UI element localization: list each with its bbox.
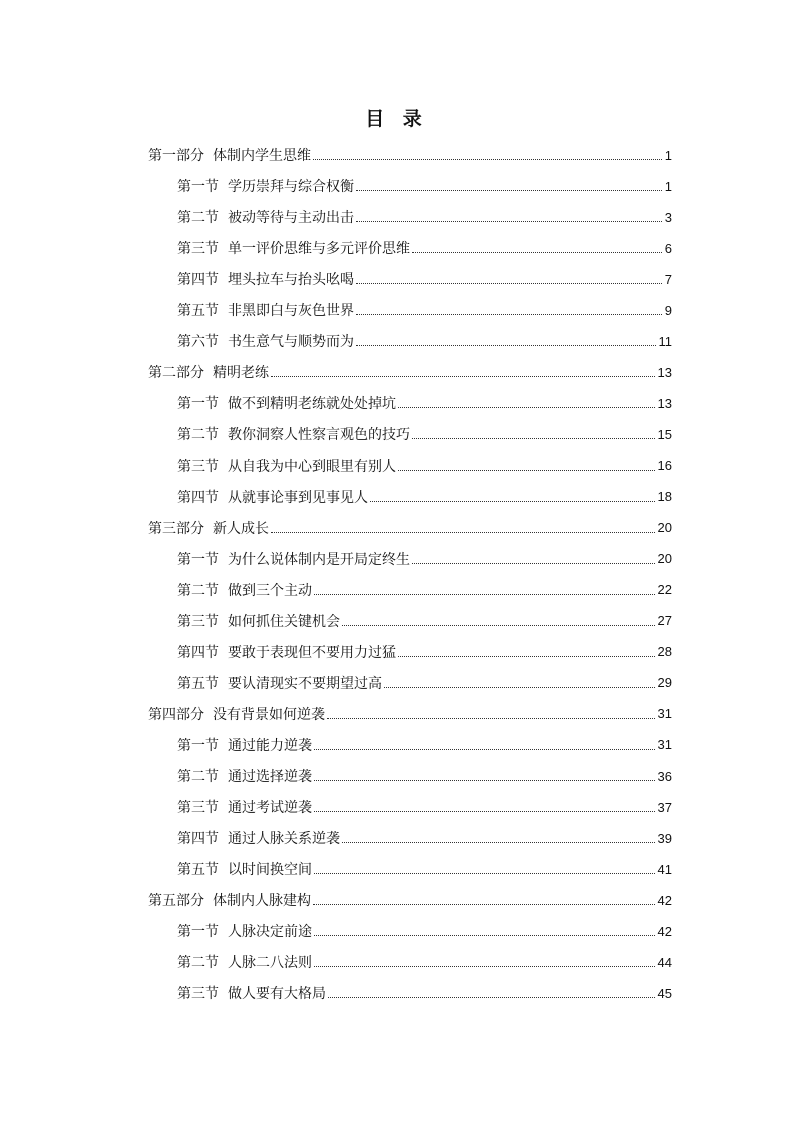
entry-title: 通过考试逆袭: [228, 800, 312, 817]
entry-title: 教你洞察人性察言观色的技巧: [228, 427, 410, 444]
entry-page-number: 11: [658, 333, 672, 349]
dot-leader: [314, 965, 655, 967]
entry-page-number: 28: [657, 644, 672, 660]
entry-page-number: 3: [664, 209, 672, 225]
dot-leader: [356, 344, 656, 346]
toc-section-entry[interactable]: [177, 916, 672, 946]
dot-leader: [314, 934, 655, 936]
dot-leader: [384, 686, 655, 688]
dot-leader: [356, 313, 662, 315]
entry-title: 做到三个主动: [228, 582, 312, 599]
dot-leader: [412, 437, 655, 439]
entry-number: 第五部分: [148, 893, 204, 910]
toc-section-entry[interactable]: [177, 233, 672, 263]
entry-number: 第三节: [177, 986, 219, 1003]
toc-part-entry[interactable]: [148, 357, 672, 387]
entry-number: 第五节: [177, 862, 219, 879]
entry-title: 如何抓住关键机会: [228, 613, 340, 630]
entry-number: 第五节: [177, 675, 219, 692]
entry-number: 第三节: [177, 458, 219, 475]
entry-page-number: 20: [657, 520, 672, 536]
entry-page-number: 13: [657, 364, 672, 380]
toc-section-entry[interactable]: [177, 544, 672, 574]
toc-part-entry[interactable]: [148, 140, 672, 170]
entry-page-number: 22: [657, 582, 672, 598]
entry-title: 单一评价思维与多元评价思维: [228, 241, 410, 258]
entry-page-number: 31: [657, 706, 672, 722]
entry-title: 通过选择逆袭: [228, 769, 312, 785]
dot-leader: [314, 593, 655, 595]
toc-section-entry[interactable]: [177, 854, 672, 884]
entry-number: 第四节: [177, 831, 219, 848]
dot-leader: [313, 903, 655, 905]
toc-section-entry[interactable]: [177, 823, 672, 853]
entry-page-number: 1: [664, 178, 672, 194]
entry-page-number: 9: [664, 302, 672, 318]
toc-section-entry[interactable]: [177, 326, 672, 356]
dot-leader: [398, 469, 655, 471]
entry-number: 第六节: [177, 334, 219, 351]
entry-title: 要敢于表现但不要用力过猛: [228, 644, 396, 661]
entry-title: 学历崇拜与综合权衡: [228, 179, 354, 196]
entry-number: 第三节: [177, 613, 219, 630]
entry-number: 第二节: [177, 769, 219, 785]
dot-leader: [356, 220, 662, 222]
entry-page-number: 18: [657, 489, 672, 505]
entry-page-number: 41: [657, 861, 672, 877]
entry-number: 第一节: [177, 551, 219, 568]
entry-page-number: 20: [657, 551, 672, 567]
entry-page-number: 1: [664, 147, 672, 163]
dot-leader: [398, 406, 655, 408]
toc-section-entry[interactable]: [177, 978, 672, 1008]
entry-number: 第一节: [177, 179, 219, 196]
entry-page-number: 42: [657, 923, 672, 939]
entry-title: 人脉二八法则: [228, 955, 312, 972]
toc-section-entry[interactable]: [177, 606, 672, 636]
dot-leader: [314, 872, 655, 874]
dot-leader: [327, 717, 655, 719]
entry-page-number: 44: [657, 954, 672, 970]
entry-page-number: 36: [657, 768, 672, 784]
toc-part-entry[interactable]: [148, 513, 672, 543]
dot-leader: [412, 562, 655, 564]
entry-number: 第三节: [177, 800, 219, 817]
dot-leader: [356, 282, 662, 284]
toc-section-entry[interactable]: [177, 668, 672, 698]
entry-number: 第二部分: [148, 365, 204, 382]
entry-page-number: 39: [657, 830, 672, 846]
toc-section-entry[interactable]: [177, 730, 672, 760]
entry-title: 从就事论事到见事见人: [228, 489, 368, 506]
entry-title: 体制内人脉建构: [213, 893, 311, 910]
entry-title: 为什么说体制内是开局定终生: [228, 551, 410, 568]
dot-leader: [412, 251, 662, 253]
entry-title: 做不到精明老练就处处掉坑: [228, 396, 396, 413]
toc-section-entry[interactable]: [177, 637, 672, 667]
dot-leader: [314, 810, 655, 812]
toc-section-entry[interactable]: [177, 482, 672, 512]
entry-number: 第四节: [177, 272, 219, 289]
entry-number: 第一部分: [148, 148, 204, 164]
entry-page-number: 27: [657, 613, 672, 629]
dot-leader: [370, 500, 655, 502]
toc-part-entry[interactable]: [148, 885, 672, 915]
entry-page-number: 7: [664, 271, 672, 287]
entry-number: 第二节: [177, 955, 219, 972]
entry-number: 第二节: [177, 427, 219, 444]
dot-leader: [356, 189, 662, 191]
entry-title: 没有背景如何逆袭: [213, 706, 325, 723]
entry-page-number: 42: [657, 892, 672, 908]
entry-number: 第二节: [177, 582, 219, 599]
entry-number: 第三部分: [148, 520, 204, 537]
toc-section-entry[interactable]: [177, 575, 672, 605]
toc-section-entry[interactable]: [177, 295, 672, 325]
entry-number: 第五节: [177, 303, 219, 320]
entry-page-number: 16: [657, 458, 672, 473]
entry-number: 第三节: [177, 241, 219, 258]
toc-section-entry[interactable]: [177, 171, 672, 201]
toc-part-entry[interactable]: [148, 699, 672, 729]
dot-leader: [314, 779, 655, 781]
dot-leader: [313, 158, 662, 160]
entry-number: 第四节: [177, 489, 219, 506]
page-title: 目 录: [365, 108, 428, 130]
dot-leader: [342, 624, 655, 626]
entry-title: 埋头拉车与抬头吆喝: [228, 272, 354, 289]
entry-title: 精明老练: [213, 365, 269, 382]
entry-title: 人脉决定前途: [228, 924, 312, 941]
entry-title: 书生意气与顺势而为: [228, 334, 354, 351]
dot-leader: [342, 841, 655, 843]
entry-page-number: 45: [657, 985, 672, 1001]
toc-section-entry[interactable]: [177, 451, 672, 481]
entry-number: 第四部分: [148, 706, 204, 723]
entry-title: 被动等待与主动出击: [228, 210, 354, 227]
dot-leader: [314, 748, 655, 750]
toc-section-entry[interactable]: [177, 419, 672, 449]
dot-leader: [271, 375, 655, 377]
entry-page-number: 37: [657, 799, 672, 815]
toc-section-entry[interactable]: [177, 202, 672, 232]
entry-number: 第一节: [177, 396, 219, 413]
entry-title: 要认清现实不要期望过高: [228, 675, 382, 692]
toc-section-entry[interactable]: [177, 761, 672, 791]
entry-title: 做人要有大格局: [228, 986, 326, 1003]
dot-leader: [328, 996, 655, 998]
entry-number: 第四节: [177, 644, 219, 661]
toc-section-entry[interactable]: [177, 388, 672, 418]
entry-title: 从自我为中心到眼里有别人: [228, 458, 396, 475]
entry-page-number: 15: [657, 426, 672, 442]
entry-title: 新人成长: [213, 520, 269, 537]
entry-number: 第一节: [177, 737, 219, 754]
entry-number: 第一节: [177, 924, 219, 941]
entry-page-number: 31: [657, 737, 672, 753]
entry-title: 通过能力逆袭: [228, 737, 312, 754]
entry-title: 以时间换空间: [228, 862, 312, 879]
entry-title: 通过人脉关系逆袭: [228, 831, 340, 848]
entry-number: 第二节: [177, 210, 219, 227]
toc-section-entry[interactable]: [177, 792, 672, 822]
toc-section-entry[interactable]: [177, 947, 672, 977]
entry-title: 非黑即白与灰色世界: [228, 303, 354, 320]
dot-leader: [398, 655, 655, 657]
dot-leader: [271, 531, 655, 533]
toc-section-entry[interactable]: [177, 264, 672, 294]
entry-page-number: 13: [657, 395, 672, 411]
entry-page-number: 29: [657, 675, 672, 691]
entry-title: 体制内学生思维: [213, 148, 311, 164]
entry-page-number: 6: [664, 240, 672, 256]
